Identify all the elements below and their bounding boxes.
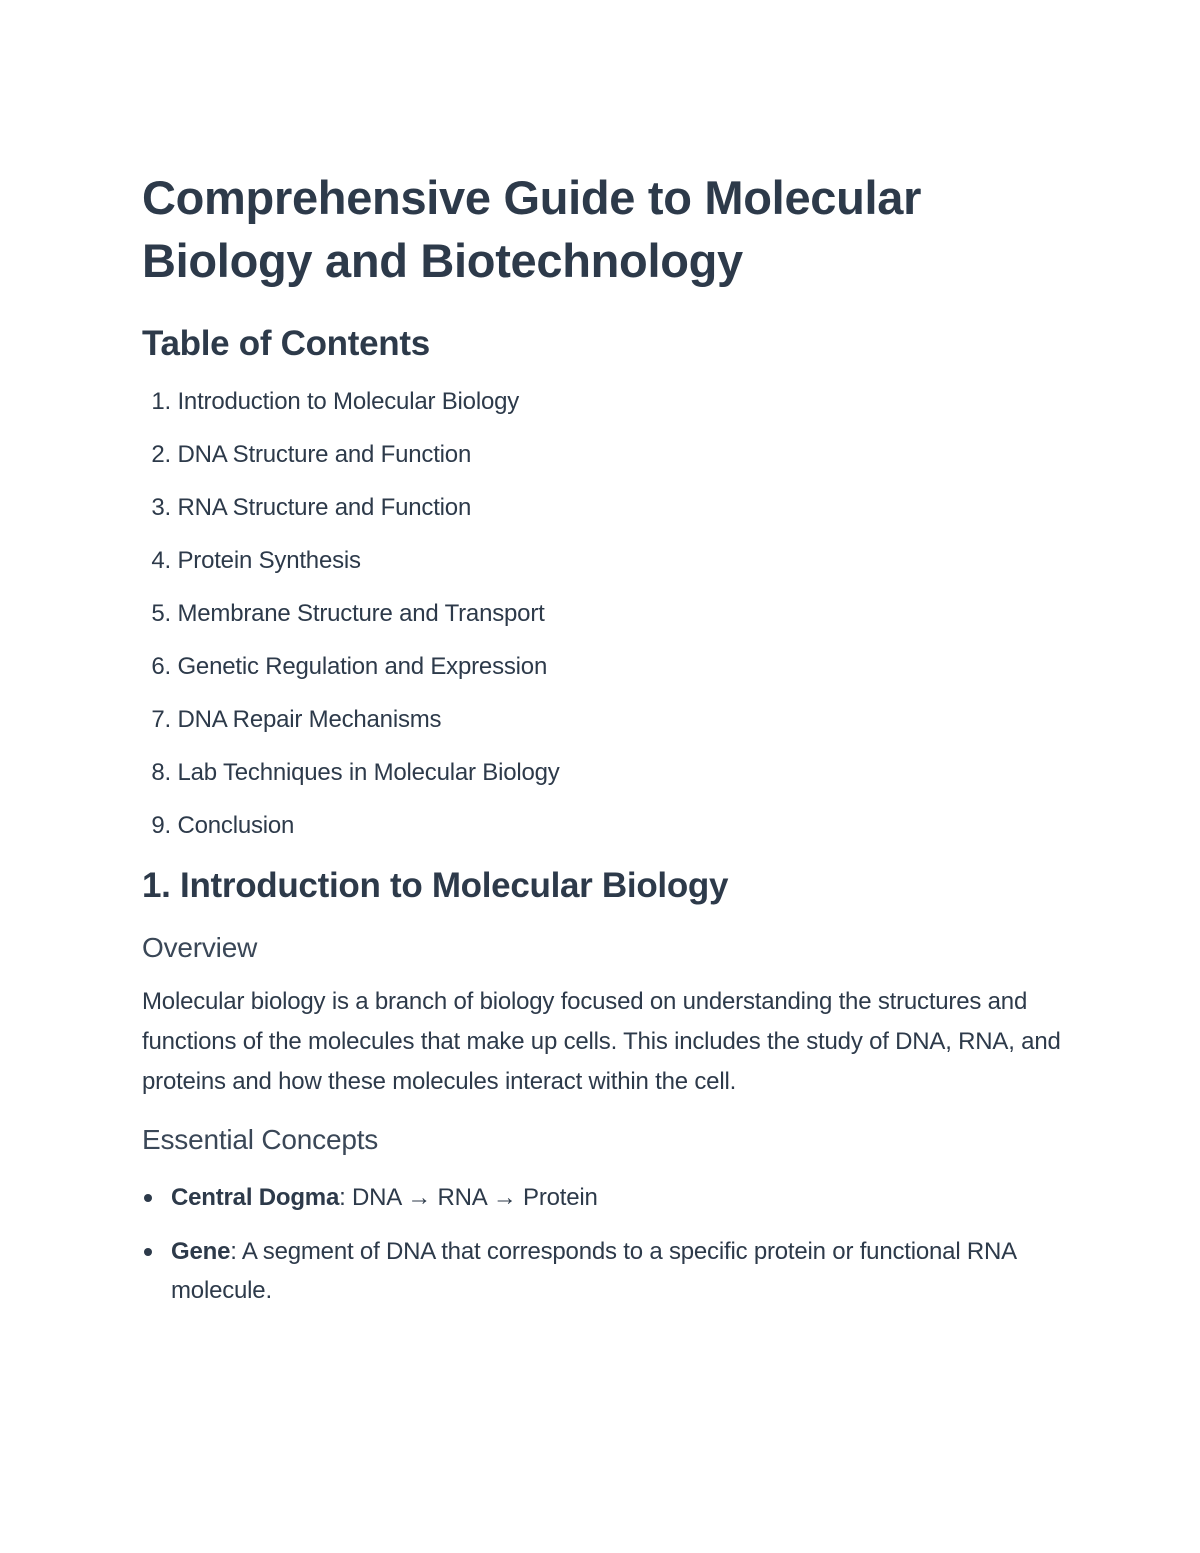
toc-item-number: 6. [151,653,171,680]
toc-item-number: 3. [151,494,171,521]
toc-item [142,493,1072,523]
document-title-line-2: Biology and Biotechnology [142,234,743,287]
toc-item [142,440,1072,470]
document-page [142,166,1072,1325]
toc-item-label: Conclusion [177,812,295,839]
toc-item-label: DNA Repair Mechanisms [177,706,442,733]
bullet-icon [144,1248,152,1256]
toc-item [142,546,1072,576]
toc-item [142,599,1072,629]
list-item [142,1178,1072,1217]
concept-definition: : DNA → RNA → Protein [339,1184,598,1211]
toc-item [142,387,1072,417]
toc-heading: Table of Contents [142,324,430,363]
concepts-list [142,1178,1072,1310]
toc-item-label: RNA Structure and Function [177,494,472,521]
document-title-line-1: Comprehensive Guide to Molecular [142,171,922,224]
toc-item-number: 7. [151,706,171,733]
toc-item-number: 8. [151,759,171,786]
overview-heading: Overview [142,932,258,963]
toc-item-label: Membrane Structure and Transport [177,600,545,627]
toc-item-label: Genetic Regulation and Expression [177,653,548,680]
toc-item-label: Protein Synthesis [177,547,361,574]
concept-term: Central Dogma [171,1184,340,1211]
toc-item-number: 9. [151,812,171,839]
section-heading: 1. Introduction to Molecular Biology [142,866,729,905]
toc-item [142,705,1072,735]
toc-item-label: Lab Techniques in Molecular Biology [177,759,560,786]
toc-item [142,811,1072,841]
toc-item-number: 4. [151,547,171,574]
list-item [142,1232,1072,1310]
concepts-heading: Essential Concepts [142,1124,379,1155]
toc-item-label: DNA Structure and Function [177,441,472,468]
concept-term: Gene [171,1238,231,1265]
concept-definition: : A segment of DNA that corresponds to a specific protein or functional RNA molecule. [171,1238,1016,1304]
toc-item-number: 1. [151,388,171,415]
toc-item-number: 2. [151,441,171,468]
overview-paragraph: Molecular biology is a branch of biology focused on understanding the structures and functions of the molecules that make up cells. This includes the study of DNA, RNA, and proteins and how these molecules interact within the cell. [142,988,1061,1095]
document-title [142,166,1072,292]
toc-item [142,758,1072,788]
toc-item-number: 5. [151,600,171,627]
table-of-contents [142,387,1072,841]
toc-item [142,652,1072,682]
toc-item-label: Introduction to Molecular Biology [177,388,520,415]
bullet-icon [144,1194,152,1202]
